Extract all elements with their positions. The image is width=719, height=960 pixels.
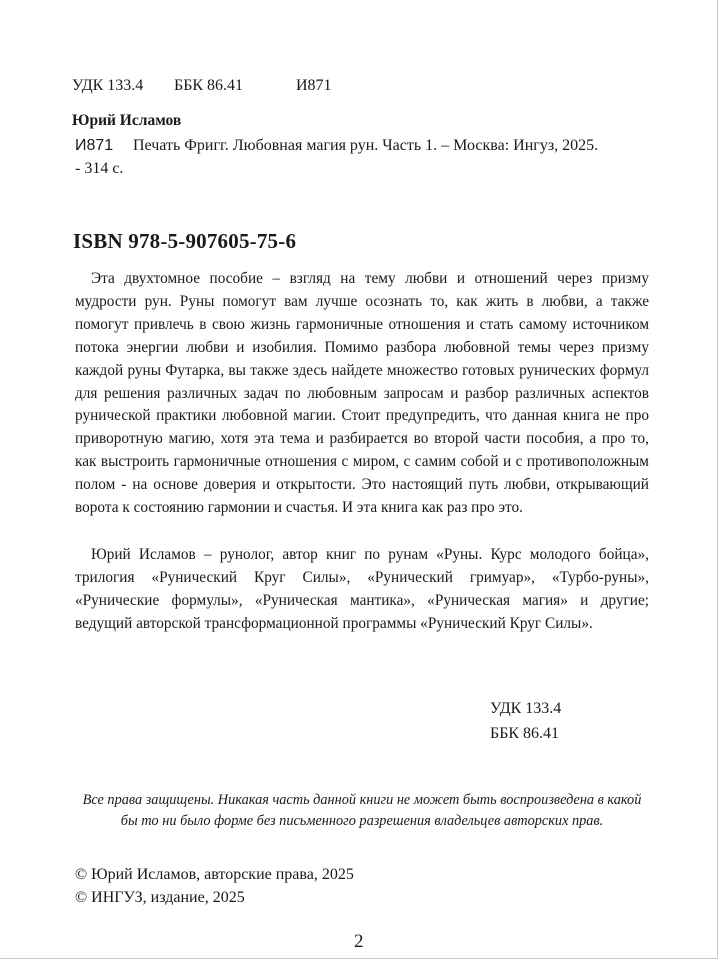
bibliographic-record — [75, 137, 598, 155]
annotation-paragraph: Эта двухтомное пособие – взгляд на тему любви и отношений через призму мудрости рун. Руны помогут вам лучше осознать то, как жить в любви, а также помогут привлечь в свою жизнь гармоничные отношения и стать самому источником потока энергии любви и изобилия. Помимо разбора любовной темы через призму каждой руны Футарка, вы также здесь найдете множество готовых рунических формул для решения различных задач по любовным запросам и разбор различных аспектов рунической практики любовной магии. Стоит предупредить, что данная книга не про приворотную магию, хотя эта тема и разбирается во второй части пособия, а про то, как выстроить гармоничные отношения с миром, с самим собой и с противоположным полом - на основе доверия и открытости. Это настоящий путь любви, открывающий ворота к состоянию гармонии и счастья. И эта книга как раз про это. — [75, 270, 649, 517]
page-number: 2 — [354, 931, 364, 952]
rights-notice: Все права защищены. Никакая часть данной книги не может быть воспроизведена в какой бы то ни было форме без письменного разрешения владельцев авторских прав. — [82, 792, 642, 829]
copyright-author: © Юрий Исламов, авторские права, 2025 — [75, 866, 354, 883]
classification-udk: УДК 133.4 — [490, 700, 562, 717]
bbk-code: ББК 86.41 — [174, 77, 244, 94]
page-count: - 314 с. — [75, 160, 124, 177]
author-bio-paragraph: Юрий Исламов – рунолог, автор книг по рунам «Руны. Курс молодого бойца», трилогия «Рунический Круг Силы», «Рунический гримуар», «Турбо-руны», «Рунические формулы», «Руническая мантика», «Руническая магия» и другие; ведущий авторской трансформационной программы «Рунический Круг Силы». — [75, 546, 649, 632]
author-mark-code: И871 — [75, 137, 114, 154]
copyright-publisher: © ИНГУЗ, издание, 2025 — [75, 889, 245, 906]
udk-code: УДК 133.4 — [72, 77, 144, 94]
bibliographic-description: Печать Фригг. Любовная магия рун. Часть 1. – Москва: Ингуз, 2025. — [133, 137, 599, 154]
classification-bbk: ББК 86.41 — [490, 725, 560, 742]
author-name: Юрий Исламов — [72, 112, 182, 129]
isbn: ISBN 978-5-907605-75-6 — [73, 229, 297, 253]
author-mark: И871 — [296, 77, 332, 94]
